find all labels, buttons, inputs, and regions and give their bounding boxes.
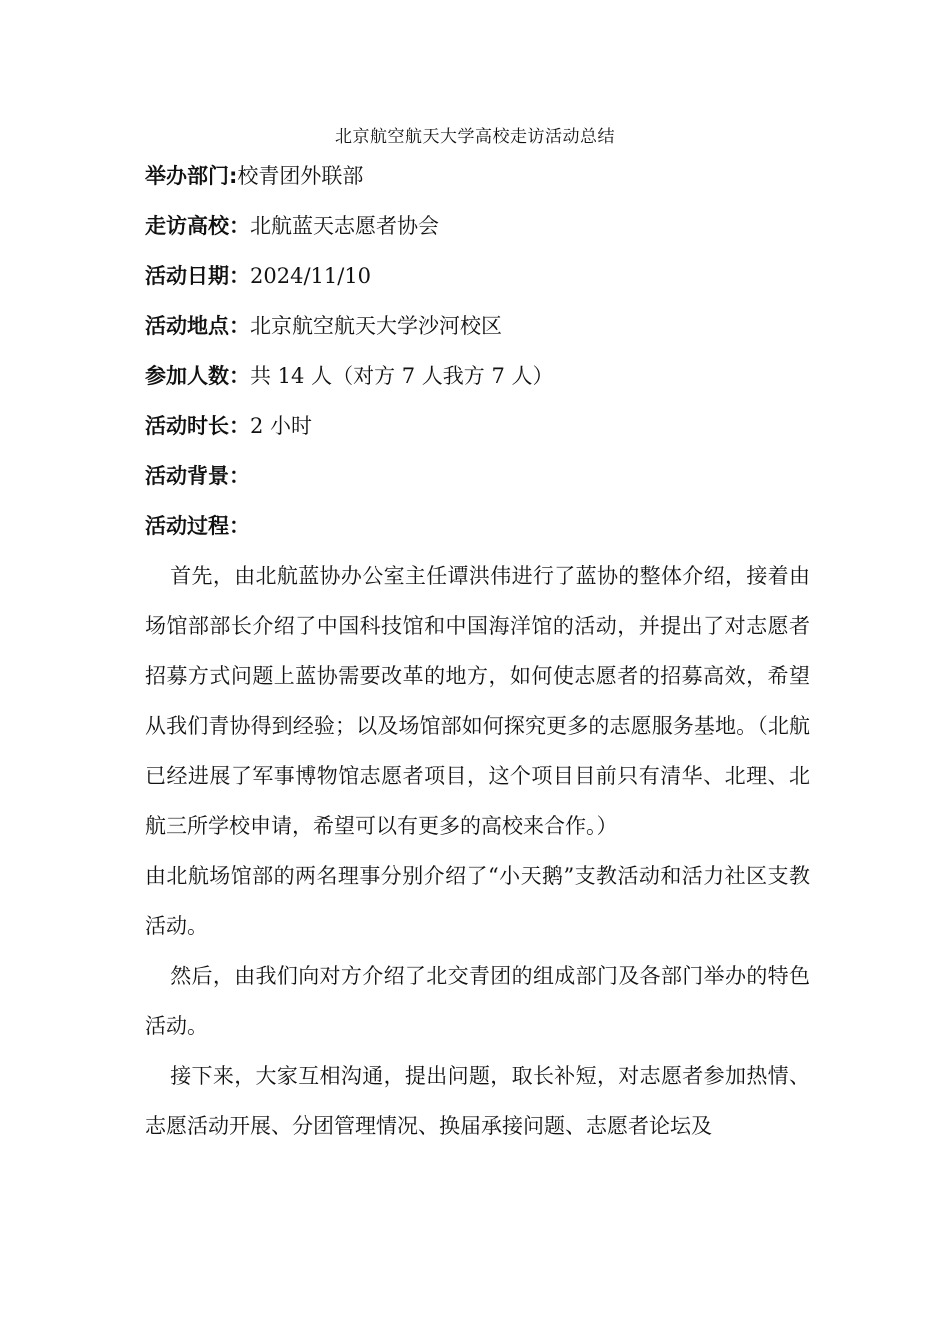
- field-label: 活动日期：: [145, 264, 250, 288]
- field-label: 活动过程：: [145, 514, 250, 538]
- document-title: 北京航空航天大学高校走访活动总结: [335, 127, 615, 147]
- field-value: 2024/11/10: [250, 264, 372, 288]
- field-organizer: [145, 151, 810, 201]
- field-value: 校青团外联部: [237, 164, 364, 188]
- body-paragraph: 由北航场馆部的两名理事分别介绍了“小天鹅”支教活动和活力社区支教活动。: [145, 864, 810, 938]
- field-label: 活动时长：: [145, 414, 250, 438]
- document-body: [145, 151, 810, 1151]
- field-value: 2 小时: [250, 414, 313, 438]
- field-participants: [145, 351, 810, 401]
- field-label: 举办部门:: [145, 164, 238, 188]
- field-value: 共 14 人（对方 7 人我方 7 人）: [250, 364, 554, 388]
- body-paragraph: 接下来，大家互相沟通，提出问题，取长补短，对志愿者参加热情、志愿活动开展、分团管理情况、换届承接问题、志愿者论坛及: [145, 1064, 810, 1138]
- field-duration: [145, 401, 810, 451]
- field-label: 走访高校：: [145, 214, 250, 238]
- field-visited-school: [145, 201, 810, 251]
- field-background: [145, 451, 810, 501]
- body-paragraph: 然后，由我们向对方介绍了北交青团的组成部门及各部门举办的特色活动。: [145, 964, 810, 1038]
- field-value: 北京航空航天大学沙河校区: [250, 314, 502, 338]
- body-paragraph: 首先，由北航蓝协办公室主任谭洪伟进行了蓝协的整体介绍，接着由场馆部部长介绍了中国科技馆和中国海洋馆的活动，并提出了对志愿者招募方式问题上蓝协需要改革的地方，如何使志愿者的招募高效，希望从我们青协得到经验；以及场馆部如何探究更多的志愿服务基地。（北航已经进展了军事博物馆志愿者项目，这个项目目前只有清华、北理、北航三所学校申请，希望可以有更多的高校来合作。）: [145, 564, 810, 838]
- field-process: [145, 501, 810, 551]
- field-label: 参加人数：: [145, 364, 250, 388]
- field-label: 活动背景：: [145, 464, 250, 488]
- field-value: 北航蓝天志愿者协会: [250, 214, 439, 238]
- field-date: [145, 251, 810, 301]
- field-location: [145, 301, 810, 351]
- field-label: 活动地点：: [145, 314, 250, 338]
